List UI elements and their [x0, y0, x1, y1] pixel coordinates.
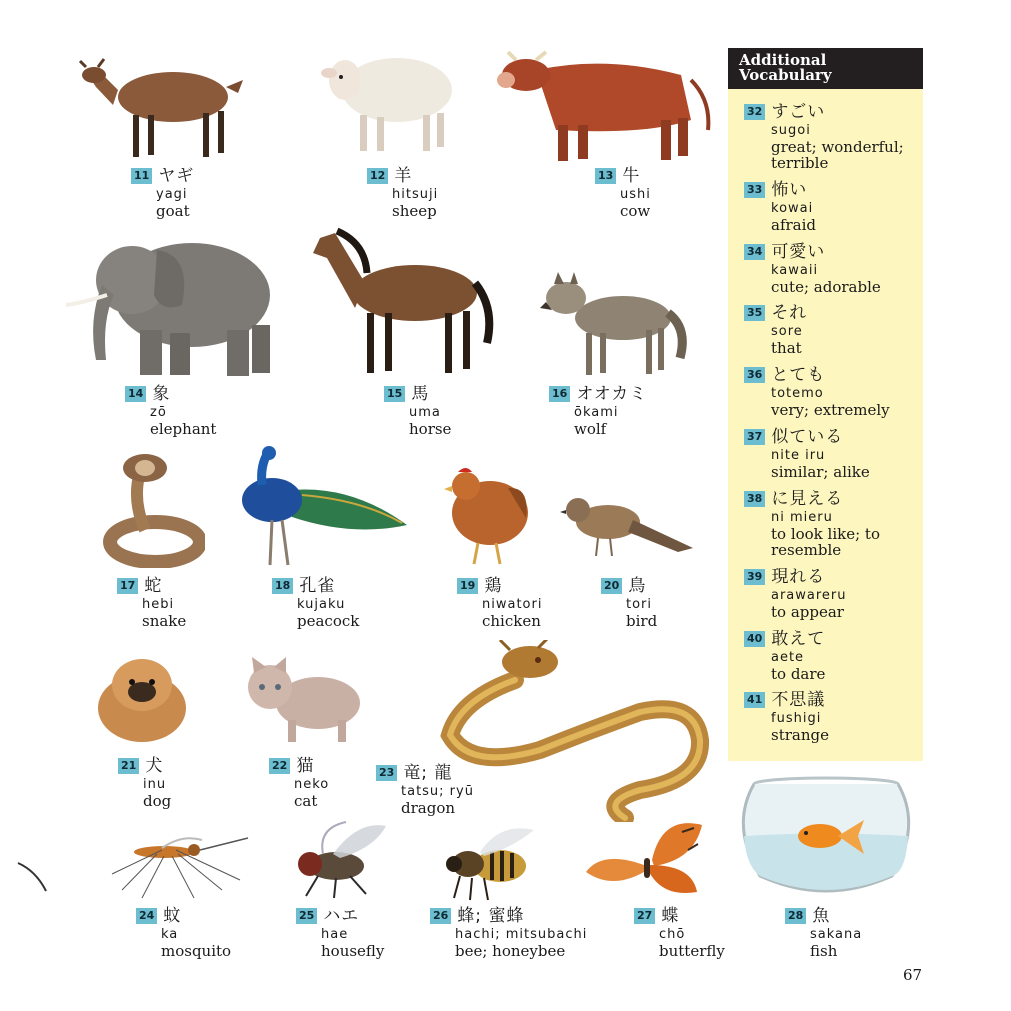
entry-number: 24	[136, 908, 157, 924]
entry-romaji: niwatori	[482, 597, 543, 612]
entry-romaji: ushi	[620, 187, 651, 202]
vocab-english	[771, 604, 921, 620]
chicken-image	[438, 458, 533, 568]
vocab-japanese: すごい	[771, 101, 826, 122]
entry-english: elephant	[150, 420, 217, 438]
entry-27	[634, 906, 725, 959]
entry-number: 18	[272, 578, 293, 594]
vocab-japanese: 似ている	[771, 426, 844, 447]
entry-28	[785, 906, 862, 959]
vocab-romaji: kawaii	[771, 263, 819, 278]
vocab-english-line: cute; adorable	[771, 278, 881, 296]
entry-romaji: chō	[659, 927, 686, 942]
vocab-english	[771, 217, 921, 233]
entry-japanese: 蛇	[144, 575, 163, 596]
entry-japanese: オオカミ	[576, 383, 648, 404]
sheep-image	[315, 35, 455, 155]
entry-romaji: hitsuji	[392, 187, 439, 202]
vocab-romaji: kowai	[771, 201, 814, 216]
entry-japanese: 魚	[812, 905, 831, 926]
vocab-english-line: afraid	[771, 216, 817, 234]
vocab-number: 38	[744, 491, 765, 507]
vocab-japanese: 不思議	[771, 689, 826, 710]
entry-japanese: 鶏	[484, 575, 503, 596]
vocab-english-line: to dare	[771, 665, 826, 683]
vocab-english	[771, 464, 921, 480]
vocab-number: 39	[744, 569, 765, 585]
entry-number: 11	[131, 168, 152, 184]
entry-english: mosquito	[161, 942, 232, 960]
entry-english: goat	[156, 202, 190, 220]
entry-18	[272, 576, 359, 629]
entry-number: 21	[118, 758, 139, 774]
vocab-number: 40	[744, 631, 765, 647]
entry-japanese: 猫	[296, 755, 315, 776]
entry-number: 26	[430, 908, 451, 924]
vocab-english-line: very; extremely	[771, 401, 890, 419]
cat-image	[240, 655, 368, 745]
butterfly-image	[582, 810, 710, 900]
vocab-romaji: totemo	[771, 386, 824, 401]
vocab-english-line: terrible	[771, 154, 829, 172]
vocab-number: 37	[744, 429, 765, 445]
entry-romaji: tatsu; ryū	[401, 784, 474, 799]
vocab-english	[771, 727, 921, 743]
vocab-romaji: sore	[771, 324, 803, 339]
sidebar-title-line-1: Additional	[739, 51, 827, 69]
vocab-item-34	[744, 242, 921, 295]
entry-english: bird	[626, 612, 658, 630]
entry-25	[296, 906, 384, 959]
entry-number: 12	[367, 168, 388, 184]
vocab-english	[771, 340, 921, 356]
entry-japanese: 蚊	[163, 905, 182, 926]
entry-japanese: 蝶	[661, 905, 680, 926]
vocab-english-line: that	[771, 339, 802, 357]
snake-image	[100, 450, 205, 568]
vocab-number: 41	[744, 692, 765, 708]
sidebar-title-line-2: Vocabulary	[739, 66, 832, 84]
vocab-english-line: resemble	[771, 541, 842, 559]
entry-number: 25	[296, 908, 317, 924]
vocab-japanese: 可愛い	[771, 241, 826, 262]
additional-vocabulary-header	[728, 48, 923, 89]
vocab-number: 36	[744, 367, 765, 383]
entry-romaji: uma	[409, 405, 441, 420]
vocab-english-line: similar; alike	[771, 463, 870, 481]
vocab-romaji: arawareru	[771, 588, 847, 603]
vocab-number: 35	[744, 305, 765, 321]
entry-japanese: 鳥	[628, 575, 647, 596]
vocab-item-37	[744, 427, 921, 480]
entry-number: 19	[457, 578, 478, 594]
vocab-japanese: とても	[771, 364, 826, 385]
entry-japanese: ハエ	[323, 905, 360, 926]
entry-number: 13	[595, 168, 616, 184]
vocab-item-35	[744, 303, 921, 356]
vocab-japanese: 現れる	[771, 566, 826, 587]
entry-number: 16	[549, 386, 570, 402]
entry-romaji: kujaku	[297, 597, 346, 612]
additional-vocabulary-panel	[728, 89, 923, 761]
entry-romaji: hebi	[142, 597, 175, 612]
partial-image-left-edge	[16, 855, 50, 895]
entry-number: 22	[269, 758, 290, 774]
entry-english: cat	[294, 792, 318, 810]
entry-english: sheep	[392, 202, 437, 220]
vocab-japanese: に見える	[771, 488, 844, 509]
entry-number: 20	[601, 578, 622, 594]
vocab-item-40	[744, 629, 921, 682]
housefly-image	[278, 818, 400, 900]
entry-english: dragon	[401, 799, 456, 817]
entry-romaji: hachi; mitsubachi	[455, 927, 588, 942]
entry-english: snake	[142, 612, 187, 630]
goat-image	[78, 35, 253, 160]
entry-19	[457, 576, 542, 629]
entry-japanese: 蜂; 蜜蜂	[457, 905, 525, 926]
entry-english: butterfly	[659, 942, 725, 960]
horse-image	[305, 213, 495, 378]
vocab-item-33	[744, 180, 921, 233]
mosquito-image	[102, 830, 250, 902]
entry-number: 14	[125, 386, 146, 402]
elephant-image	[62, 225, 280, 380]
vocab-english-line: great; wonderful;	[771, 138, 904, 156]
entry-number: 15	[384, 386, 405, 402]
entry-english: wolf	[574, 420, 607, 438]
page-number: 67	[903, 966, 923, 984]
entry-romaji: hae	[321, 927, 349, 942]
entry-romaji: neko	[294, 777, 330, 792]
dog-image	[92, 650, 192, 745]
vocab-number: 34	[744, 244, 765, 260]
entry-romaji: ka	[161, 927, 179, 942]
entry-romaji: inu	[143, 777, 167, 792]
entry-english: cow	[620, 202, 651, 220]
entry-22	[269, 756, 329, 809]
vocab-item-36	[744, 365, 921, 418]
entry-number: 23	[376, 765, 397, 781]
entry-english: bee; honeybee	[455, 942, 566, 960]
entry-romaji: zō	[150, 405, 167, 420]
entry-romaji: ōkami	[574, 405, 619, 420]
entry-japanese: 孔雀	[299, 575, 336, 596]
vocab-item-41	[744, 690, 921, 743]
vocab-item-38	[744, 489, 921, 558]
entry-21	[118, 756, 171, 809]
entry-20	[601, 576, 657, 629]
vocab-english	[771, 526, 921, 558]
entry-japanese: 犬	[145, 755, 164, 776]
vocab-romaji: nite iru	[771, 448, 826, 463]
entry-16	[549, 384, 647, 437]
entry-number: 27	[634, 908, 655, 924]
entry-14	[125, 384, 216, 437]
vocab-japanese: それ	[771, 302, 808, 323]
entry-17	[117, 576, 186, 629]
entry-japanese: 馬	[411, 383, 430, 404]
entry-15	[384, 384, 451, 437]
entry-number: 28	[785, 908, 806, 924]
bee-image	[440, 820, 538, 902]
entry-24	[136, 906, 231, 959]
entry-japanese: 象	[152, 383, 171, 404]
vocab-english	[771, 402, 921, 418]
entry-romaji: tori	[626, 597, 653, 612]
fish-image	[730, 776, 922, 898]
entry-12	[367, 166, 438, 219]
entry-english: fish	[810, 942, 838, 960]
entry-english: horse	[409, 420, 452, 438]
entry-japanese: ヤギ	[158, 165, 195, 186]
entry-english: housefly	[321, 942, 385, 960]
vocab-japanese: 敢えて	[771, 628, 826, 649]
entry-11	[131, 166, 194, 219]
wolf-image	[538, 268, 690, 380]
entry-japanese: 竜; 龍	[403, 762, 453, 783]
entry-english: dog	[143, 792, 172, 810]
entry-23	[376, 763, 474, 816]
peacock-image	[232, 445, 412, 570]
vocab-japanese: 怖い	[771, 179, 808, 200]
vocab-english	[771, 666, 921, 682]
vocab-english-line: strange	[771, 726, 829, 744]
entry-japanese: 牛	[622, 165, 641, 186]
vocab-english-line: to look like; to	[771, 525, 880, 543]
vocab-romaji: fushigi	[771, 711, 822, 726]
vocab-romaji: sugoi	[771, 123, 811, 138]
entry-number: 17	[117, 578, 138, 594]
entry-english: peacock	[297, 612, 360, 630]
cow-image	[496, 40, 718, 165]
vocab-english	[771, 139, 921, 171]
vocab-number: 33	[744, 182, 765, 198]
vocab-item-32	[744, 102, 921, 171]
vocab-item-39	[744, 567, 921, 620]
vocab-english-line: to appear	[771, 603, 844, 621]
bird-image	[558, 490, 696, 560]
entry-japanese: 羊	[394, 165, 413, 186]
vocab-english	[771, 279, 921, 295]
entry-romaji: yagi	[156, 187, 188, 202]
vocab-number: 32	[744, 104, 765, 120]
entry-romaji: sakana	[810, 927, 863, 942]
vocab-romaji: ni mieru	[771, 510, 833, 525]
entry-13	[595, 166, 651, 219]
vocab-romaji: aete	[771, 650, 805, 665]
entry-26	[430, 906, 587, 959]
entry-english: chicken	[482, 612, 541, 630]
